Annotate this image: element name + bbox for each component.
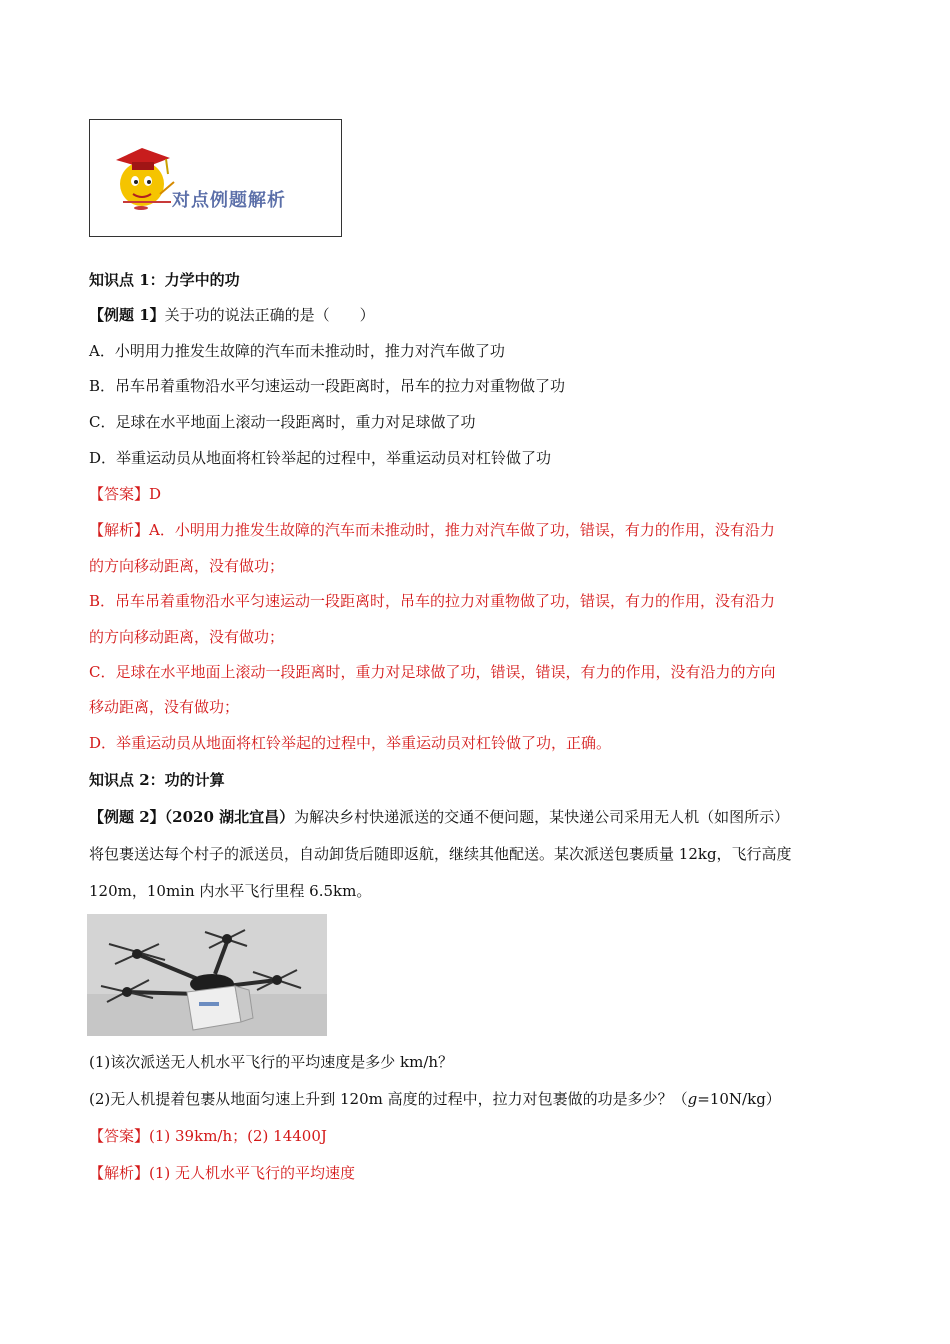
header-title: 对点例题解析 [172, 190, 286, 211]
example1-question [89, 305, 375, 325]
example1-analysis-line: 的方向移动距离，没有做功； [89, 628, 285, 646]
question-2-main: (2)无人机提着包裹从地面匀速上升到 120m 高度的过程中，拉力对包裹做的功是多少？（ [89, 1090, 688, 1108]
example1-analysis-line: B．吊车吊着重物沿水平匀速运动一段距离时，吊车的拉力对重物做了功，错误，有力的作用，没有沿力 [89, 592, 776, 610]
example2-tag: 【例题 2】（2020 湖北宜昌） [89, 808, 295, 826]
example1-analysis-line: 【解析】A．小明用力推发生故障的汽车而未推动时，推力对汽车做了功，错误，有力的作用，没有沿力 [89, 521, 775, 539]
example1-text: 关于功的说法正确的是（ ） [164, 306, 375, 324]
example2-analysis: 【解析】(1) 无人机水平飞行的平均速度 [89, 1164, 356, 1182]
drone-image [87, 914, 327, 1036]
example2-intro-line: 将包裹送达每个村子的派送员，自动卸货后随即返航，继续其他配送。某次派送包裹质量 12kg，飞行高度 [89, 845, 792, 863]
example2-intro-line: 为解决乡村快递派送的交通不便问题，某快递公司采用无人机（如图所示） [294, 808, 790, 826]
option-c: C．足球在水平地面上滚动一段距离时，重力对足球做了功 [89, 413, 476, 431]
example2-intro-line: 120m，10min 内水平飞行里程 6.5km。 [89, 882, 372, 900]
section2-heading: 知识点 2：功的计算 [89, 771, 225, 789]
example2-intro [89, 807, 789, 827]
drone-icon [87, 914, 327, 1036]
example1-tag: 【例题 1】 [89, 306, 165, 324]
section1-heading: 知识点 1：力学中的功 [89, 271, 240, 289]
example1-analysis-line: 移动距离，没有做功； [89, 698, 240, 716]
question-2-tail: =10N/kg） [697, 1090, 781, 1108]
header-decor-line [123, 201, 171, 203]
example2-answer: 【答案】(1) 39km/h；(2) 14400J [89, 1127, 327, 1145]
example1-analysis-line: 的方向移动距离，没有做功； [89, 557, 285, 575]
option-d: D．举重运动员从地面将杠铃举起的过程中，举重运动员对杠铃做了功 [89, 449, 552, 467]
example1-analysis-line: D．举重运动员从地面将杠铃举起的过程中，举重运动员对杠铃做了功，正确。 [89, 734, 612, 752]
section-header-box [89, 119, 342, 237]
question-2 [89, 1089, 781, 1109]
question-1: (1)该次派送无人机水平飞行的平均速度是多少 km/h？ [89, 1053, 454, 1071]
example1-analysis-line: C．足球在水平地面上滚动一段距离时，重力对足球做了功，错误，错误，有力的作用，没有沿力的方向 [89, 663, 776, 681]
option-b: B．吊车吊着重物沿水平匀速运动一段距离时，吊车的拉力对重物做了功 [89, 377, 566, 395]
gravity-symbol: g [687, 1090, 698, 1108]
example1-answer: 【答案】D [89, 485, 162, 503]
option-a: A．小明用力推发生故障的汽车而未推动时，推力对汽车做了功 [89, 342, 505, 360]
